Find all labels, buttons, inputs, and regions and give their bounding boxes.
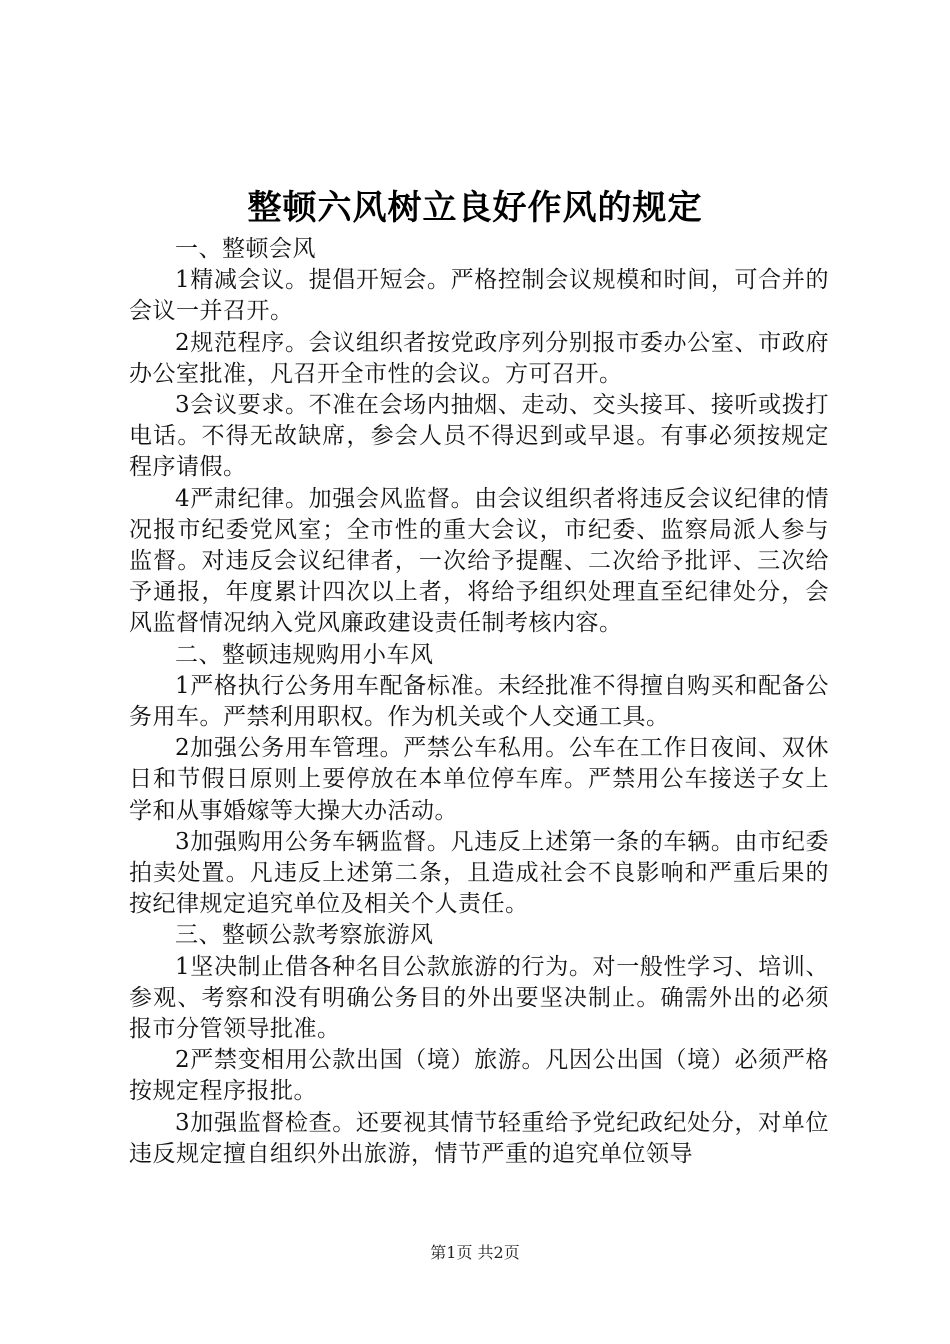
paragraph: 2规范程序。会议组织者按党政序列分别报市委办公室、市政府办公室批准，凡召开全市性的会议。方可召开。 <box>129 329 829 387</box>
paragraph: 1严格执行公务用车配备标准。未经批准不得擅自购买和配备公务用车。严禁利用职权。作为机关或个人交通工具。 <box>129 672 829 731</box>
section-heading-3: 三、整顿公款考察旅游风 <box>175 922 434 949</box>
document-body <box>129 234 829 1170</box>
paragraph: 2加强公务用车管理。严禁公车私用。公车在工作日夜间、双休日和节假日原则上要停放在本单位停车库。严禁用公车接送子女上学和从事婚嫁等大操大办活动。 <box>129 735 829 824</box>
paragraph: 3会议要求。不准在会场内抽烟、走动、交头接耳、接听或拨打电话。不得无故缺席，参会人员不得迟到或早退。有事必须按规定程序请假。 <box>129 392 829 481</box>
document-title: 整顿六风树立良好作风的规定 <box>247 188 703 228</box>
paragraph: 2严禁变相用公款出国（境）旅游。凡因公出国（境）必须严格按规定程序报批。 <box>129 1047 829 1105</box>
paragraph: 3加强购用公务车辆监督。凡违反上述第一条的车辆。由市纪委拍卖处置。凡违反上述第二条，且造成社会不良影响和严重后果的按纪律规定追究单位及相关个人责任。 <box>129 828 829 918</box>
paragraph: 3加强监督检查。还要视其情节轻重给予党纪政纪处分，对单位违反规定擅自组织外出旅游，情节严重的追究单位领导 <box>129 1109 829 1167</box>
section-heading-1: 一、整顿会风 <box>175 236 316 262</box>
paragraph: 4严肃纪律。加强会风监督。由会议组织者将违反会议纪律的情况报市纪委党风室；全市性的重大会议，市纪委、监察局派人参与监督。对违反会议纪律者，一次给予提醒、二次给予批评、三次给予通报，年度累计四次以上者，将给予组织处理直至纪律处分，会风监督情况纳入党风廉政建设责任制考核内容。 <box>129 485 829 637</box>
section-heading-2: 二、整顿违规购用小车风 <box>175 641 434 668</box>
page-footer: 第1页 共2页 <box>430 1243 520 1262</box>
paragraph: 1精减会议。提倡开短会。严格控制会议规模和时间，可合并的会议一并召开。 <box>129 267 829 325</box>
paragraph: 1坚决制止借各种名目公款旅游的行为。对一般性学习、培训、参观、考察和没有明确公务目的外出要坚决制止。确需外出的必须报市分管领导批准。 <box>129 953 829 1043</box>
